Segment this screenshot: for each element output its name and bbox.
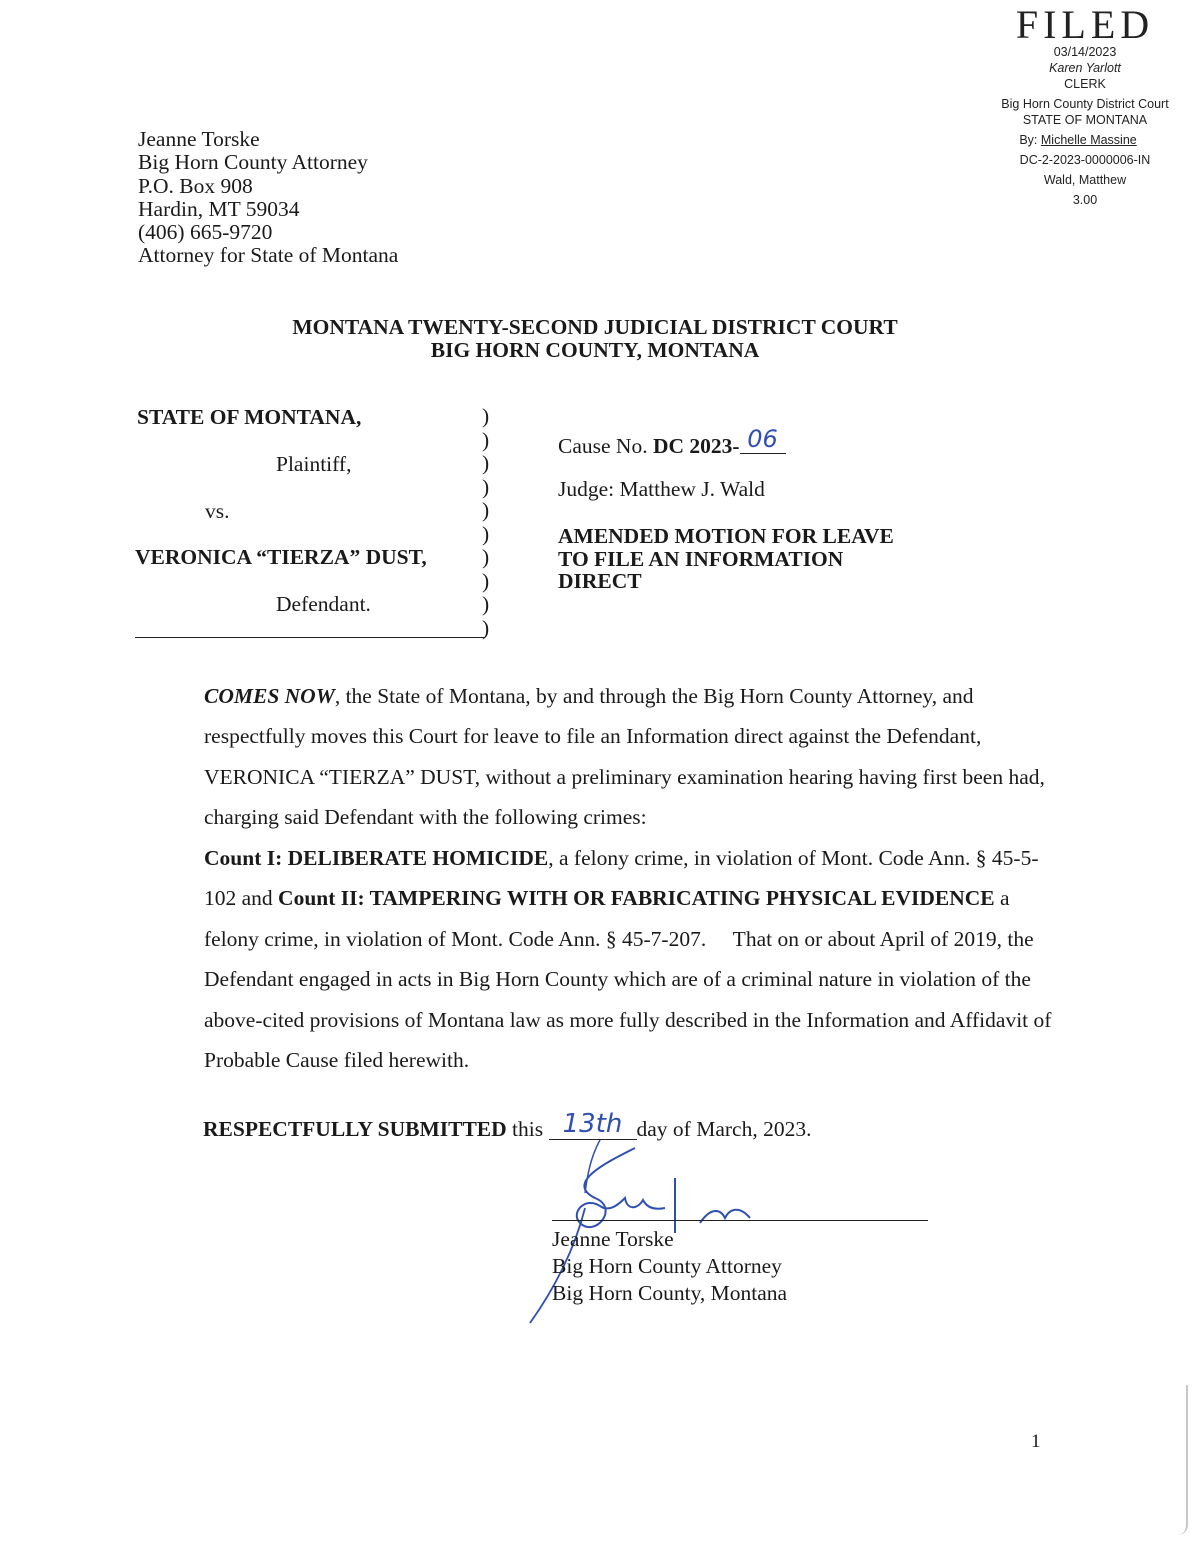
paren: ) — [482, 451, 490, 475]
attorney-address2: Hardin, MT 59034 — [138, 196, 300, 221]
stamp-by-label: By: — [1019, 133, 1038, 147]
stamp-judge: Wald, Matthew — [1043, 173, 1127, 187]
motion-title-line3: DIRECT — [558, 569, 642, 593]
page-edge-shadow — [1178, 1385, 1188, 1535]
paren: ) — [482, 592, 490, 616]
p1-text: , the State of Montana, by and through the Big Horn County Attorney, and respectfully moves this Court for leave to file an Information direct against the Defendant, VERONICA “TIERZA” DUST, without a preliminary examination hearing having first been had, charging said Defendant with the following crimes: — [204, 684, 1045, 830]
count2-label: Count II: TAMPERING WITH OR FABRICATING PHYSICAL EVIDENCE — [278, 886, 995, 911]
respectfully-submitted: RESPECTFULLY SUBMITTED — [203, 1117, 507, 1141]
signer-name: Jeanne Torske — [552, 1227, 674, 1251]
page-number: 1 — [1031, 1431, 1041, 1452]
paren: ) — [482, 568, 490, 593]
motion-title-line1: AMENDED MOTION FOR LEAVE — [558, 524, 894, 548]
closing-rest: day of March, 2023. — [636, 1117, 812, 1141]
court-line1: MONTANA TWENTY-SECOND JUDICIAL DISTRICT COURT — [292, 315, 898, 339]
attorney-title: Big Horn County Attorney — [138, 150, 368, 175]
attorney-block — [138, 128, 398, 268]
body-paragraph-2 — [132, 838, 1062, 1080]
count1-label: Count I: DELIBERATE HOMICIDE — [204, 846, 549, 870]
count1-text: , a felony crime, in violation of Mont. Code Ann. § 45-5-102 and — [204, 846, 1039, 911]
attorney-role: Attorney for State of Montana — [138, 243, 399, 268]
count2-text: a felony crime, in violation of Mont. Code Ann. § 45-7-207. That on or about April of 2019, the Defendant engaged in acts in Big Horn County which are of a criminal nature in violation of the above-cited provisions of Montana law as more fully described in the Information and Affidavit of Probable Cause filed herewith. — [204, 886, 1052, 1073]
defendant-label: Defendant. — [276, 592, 371, 616]
filed-label: FILED — [1015, 2, 1155, 47]
paren: ) — [482, 474, 490, 499]
caption-underline — [135, 637, 485, 638]
cause-number — [558, 425, 786, 460]
stamp-state: STATE OF MONTANA — [1022, 113, 1148, 127]
attorney-phone: (406) 665-9720 — [138, 220, 273, 245]
cause-label: Cause No. — [558, 434, 648, 458]
stamp-by-name: Michelle Massine — [1040, 133, 1137, 147]
closing-this: this — [512, 1117, 544, 1141]
filed-date: 03/14/2023 — [1053, 45, 1117, 59]
cause-handwritten: 06 — [740, 425, 786, 454]
paren: ) — [482, 521, 490, 546]
signer-county: Big Horn County, Montana — [552, 1281, 788, 1305]
caption-parens — [482, 405, 502, 640]
stamp-by — [985, 132, 1185, 148]
judge-line: Judge: Matthew J. Wald — [558, 477, 765, 501]
paren: ) — [482, 427, 490, 452]
paren: ) — [482, 615, 490, 640]
attorney-name: Jeanne Torske — [138, 127, 260, 151]
signer-title: Big Horn County Attorney — [552, 1254, 782, 1278]
cause-prefix: DC 2023- — [652, 434, 740, 458]
motion-title — [558, 525, 894, 593]
court-line2: BIG HORN COUNTY, MONTANA — [430, 338, 760, 362]
day-handwritten: 13th — [549, 1109, 637, 1140]
stamp-case-number: DC-2-2023-0000006-IN — [1019, 153, 1151, 167]
stamp-court: Big Horn County District Court — [1001, 97, 1169, 111]
clerk-title: CLERK — [1064, 77, 1106, 91]
paren: ) — [482, 498, 490, 522]
court-heading — [0, 316, 1200, 362]
attorney-address1: P.O. Box 908 — [138, 173, 253, 198]
clerk-name: Karen Yarlott — [1049, 61, 1121, 75]
body-paragraph-1 — [132, 676, 1062, 838]
filed-stamp — [985, 2, 1185, 208]
paren: ) — [482, 545, 490, 569]
plaintiff-label: Plaintiff, — [276, 452, 352, 476]
signature-line — [552, 1220, 928, 1221]
stamp-fee: 3.00 — [1072, 193, 1098, 207]
versus: vs. — [205, 499, 230, 523]
plaintiff-name: STATE OF MONTANA, — [137, 405, 362, 429]
motion-title-line2: TO FILE AN INFORMATION — [558, 546, 844, 571]
defendant-name: VERONICA “TIERZA” DUST, — [135, 545, 427, 569]
paren: ) — [482, 404, 490, 428]
comes-now: COMES NOW — [204, 684, 335, 708]
signature-block — [552, 1226, 787, 1307]
